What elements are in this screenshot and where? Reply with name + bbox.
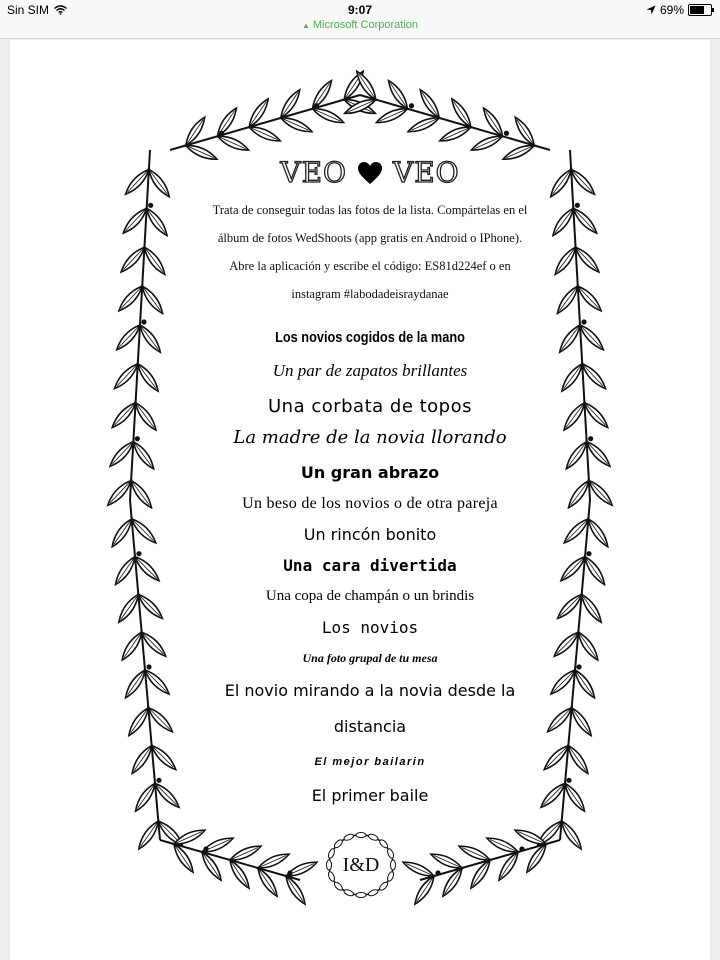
- leaf-icon: [109, 517, 135, 549]
- leaf-icon: [116, 592, 142, 624]
- leaf-icon: [136, 819, 162, 851]
- url-bar[interactable]: [0, 19, 720, 31]
- list-item: Una foto grupal de tu mesa: [302, 651, 438, 665]
- location-arrow-icon: [646, 5, 656, 15]
- leaf-icon: [556, 323, 583, 355]
- leaf-icon: [550, 206, 577, 238]
- ring-leaf: [368, 888, 379, 896]
- leaf-icon: [438, 123, 472, 144]
- berry-icon: [287, 870, 292, 875]
- leaf-icon: [228, 842, 262, 863]
- berry-icon: [435, 870, 440, 875]
- berry-icon: [409, 103, 414, 108]
- berry-icon: [314, 103, 319, 108]
- leaf-icon: [582, 554, 608, 586]
- leaf-icon: [548, 167, 575, 199]
- title-right: VEO: [393, 156, 460, 189]
- battery-percent: 69%: [659, 3, 684, 17]
- leaf-icon: [562, 781, 588, 813]
- leaf-icon: [457, 842, 491, 863]
- leaf-icon: [139, 284, 166, 316]
- leaf-icon: [406, 114, 440, 135]
- berry-icon: [219, 131, 224, 136]
- list-item: La madre de la novia llorando: [233, 427, 507, 448]
- berry-icon: [141, 319, 146, 324]
- ring-leaf: [368, 833, 379, 841]
- battery-fill: [690, 6, 704, 14]
- leaf-icon: [146, 167, 173, 199]
- list-item: El novio mirando a la novia desde la: [224, 681, 516, 700]
- berry-icon: [588, 436, 593, 441]
- list-item: Los novios cogidos de la mano: [275, 329, 465, 346]
- list-item: Una corbata de topos: [267, 396, 473, 417]
- url-text: Microsoft Corporation: [312, 19, 419, 31]
- intro-paragraph: Trata de conseguir todas las fotos de la lista. Compártelas en el álbum de fotos WedShoots (app gratis en Android o IPhone). Abre la aplicación y escribe el código: ES81d224ef o en instagram #labodadeisraydanae: [212, 203, 528, 301]
- ring-leaf: [343, 888, 354, 896]
- leaf-icon: [132, 781, 158, 813]
- list-item: distancia: [333, 717, 407, 736]
- berry-icon: [576, 664, 581, 669]
- leaf-icon: [284, 858, 318, 879]
- leaf-icon: [112, 554, 138, 586]
- leaf-icon: [132, 400, 159, 432]
- list-item: El mejor bailarin: [314, 756, 426, 768]
- leaf-icon: [565, 743, 591, 775]
- leaf-icon: [279, 114, 313, 135]
- ring-leaf: [356, 893, 366, 898]
- berry-icon: [203, 846, 208, 851]
- leaf-icon: [128, 478, 155, 510]
- berry-icon: [504, 131, 509, 136]
- status-bar: [0, 0, 720, 39]
- monogram-text: I&D: [342, 854, 380, 876]
- leaf-icon: [554, 284, 581, 316]
- leaf-icon: [141, 245, 168, 277]
- leaf-icon: [126, 705, 152, 737]
- lock-icon: ▲: [301, 21, 310, 30]
- clock: 9:07: [347, 3, 373, 17]
- ring-leaf: [343, 833, 354, 841]
- list-item: Un par de zapatos brillantes: [272, 361, 468, 380]
- battery-icon: [688, 4, 712, 16]
- list-item: Una copa de champán o un brindis: [265, 588, 475, 604]
- leaf-icon: [558, 819, 584, 851]
- list-item: Un beso de los novios o de otra pareja: [242, 495, 498, 512]
- leaf-icon: [429, 850, 463, 871]
- list-item: Una cara divertida: [283, 556, 457, 575]
- leaf-icon: [130, 439, 157, 471]
- leaf-icon: [143, 206, 170, 238]
- leaf-icon: [563, 439, 590, 471]
- berry-icon: [575, 203, 580, 208]
- berry-icon: [148, 203, 153, 208]
- leaf-icon: [485, 834, 519, 855]
- leaf-icon: [568, 705, 594, 737]
- berry-icon: [581, 319, 586, 324]
- monogram-crest: [323, 830, 399, 900]
- leaf-icon: [129, 743, 155, 775]
- leaf-icon: [575, 630, 601, 662]
- berry-icon: [135, 436, 140, 441]
- berry-icon: [566, 778, 571, 783]
- carrier-label: Sin SIM: [7, 3, 50, 17]
- leaf-icon: [256, 850, 290, 871]
- leaf-icon: [572, 668, 598, 700]
- berry-icon: [136, 551, 141, 556]
- leaf-icon: [200, 834, 234, 855]
- ring-leaf: [333, 881, 344, 892]
- berry-icon: [586, 551, 591, 556]
- ring-leaf: [333, 838, 344, 849]
- leaf-icon: [248, 123, 282, 144]
- leaf-icon: [135, 361, 162, 393]
- page-title: [205, 156, 535, 189]
- leaf-icon: [122, 668, 148, 700]
- list-item: Un rincón bonito: [303, 525, 437, 544]
- leaf-icon: [585, 517, 611, 549]
- leaf-icon: [137, 323, 164, 355]
- berry-icon: [519, 846, 524, 851]
- berry-icon: [146, 664, 151, 669]
- list-item: Los novios: [321, 618, 419, 637]
- leaf-icon: [578, 592, 604, 624]
- list-item: El primer baile: [311, 786, 429, 805]
- leaf-icon: [401, 858, 435, 879]
- list-item: Un gran abrazo: [300, 463, 440, 482]
- leaf-icon: [565, 478, 592, 510]
- heart-icon: [357, 161, 383, 185]
- status-right: [646, 3, 712, 17]
- leaf-icon: [375, 105, 409, 126]
- leaf-icon: [470, 133, 504, 154]
- ring-leaf: [378, 881, 389, 892]
- document-page[interactable]: [10, 40, 710, 960]
- ring-leaf: [356, 833, 366, 838]
- leaf-icon: [552, 245, 579, 277]
- title-left: VEO: [280, 156, 347, 189]
- leaf-icon: [119, 630, 145, 662]
- ring-leaf: [378, 838, 389, 849]
- berry-icon: [156, 778, 161, 783]
